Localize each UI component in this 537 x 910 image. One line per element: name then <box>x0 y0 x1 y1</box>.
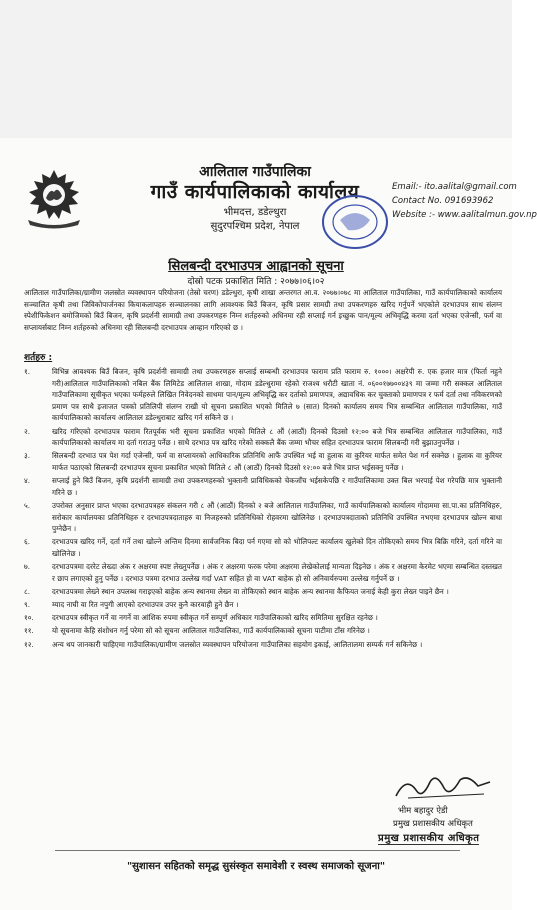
term-number: ७. <box>24 562 31 572</box>
terms-heading: शर्तहरु : <box>24 353 53 363</box>
designation-stamp: प्रमुख प्रशासकीय अधिकृत <box>378 830 479 845</box>
term-text: सिलबन्दी दरभाउ पत्र पेश गर्दा एजेन्सी, फर्म वा सप्लायरको आधिकारिक प्रतिनिधि आफैं उपस्थित भई वा हुलाक वा कुरियर मार्फत समेत पेश गर्न सक्नेछ । हुलाक वा कुरियर मार्फत पठाएको सिलबन्दी दरभाउपत्र सूचना प्रकाशित भएको मितिले ८ औं (आठौं) दिनको दिउसो १२:०० बजे भित्र प्राप्त भईसक्नु पर्नेछ । <box>52 451 502 472</box>
term-text: दरभाउपत्र स्वीकृत गर्ने वा नगर्ने वा आंशिक रुपमा स्वीकृत गर्ने सम्पूर्ण अधिकार गाउँपालिकाको खरिद समितिमा सुरक्षित रहनेछ । <box>52 613 378 623</box>
publish-date: दोस्रो पटक प्रकाशित मिति : २०७७।०६।०२ <box>187 277 325 287</box>
term-text: म्याद नाघी वा रित नपुगी आएको दरभाउपत्र उपर कुनै कारवाही हुने छैन । <box>52 600 239 610</box>
term-text: यो सूचनामा केहि संशोधन गर्नु परेमा सो को सूचना आलिताल गाउँपालिका, गाउँ कार्यपालिकाको सूचना पाटीमा टाँस गरिनेछ । <box>52 626 370 636</box>
office-address: भीमदत्त, डडेल्धुरा <box>223 207 287 218</box>
list-item <box>24 639 502 651</box>
term-number: ८. <box>24 586 31 596</box>
list-item <box>24 561 502 584</box>
term-number: १. <box>24 367 31 376</box>
office-province: सुदुरपश्चिम प्रदेश, नेपाल <box>210 221 300 232</box>
footer-slogan: "सुशासन सहितको समृद्ध सुसंस्कृत समावेशी र स्वस्थ समाजको सूजना" <box>126 861 386 872</box>
list-item <box>24 426 502 449</box>
list-item <box>24 586 502 598</box>
term-number: ५. <box>24 500 31 510</box>
term-number: १०. <box>24 613 34 623</box>
list-item <box>24 500 502 535</box>
term-text: दरभाउपत्रमा लेख्ने स्थान उपलब्ध गराइएको बाहेक अन्य स्थानमा लेख्न वा तोकिएको स्थान बाहेक अन्य स्थानमा कैफियत जनाई केही कुरा लेख्न पाइने छैन । <box>52 586 449 596</box>
contact-website: Website :- www.aalitalmun.gov.np <box>392 210 537 220</box>
signatory-role: प्रमुख प्रशासकीय अधिकृत <box>393 819 473 829</box>
term-number: २. <box>24 426 31 436</box>
list-item <box>24 366 502 424</box>
term-text: दरभाउपत्र खरिद गर्ने, दर्ता गर्ने तथा खोल्ने अन्तिम दिनमा सार्वजनिक बिदा पर्न गएमा सो को भोलिपल्ट कार्यालय खुलेको दिन तोकिएको समय भित्र बिक्रि गरिने, दर्ता गरिने वा खोलिनेछ । <box>52 537 502 558</box>
list-item <box>24 450 502 473</box>
term-number: ६. <box>24 537 31 547</box>
contact-block <box>392 180 537 222</box>
footer-divider <box>55 850 460 851</box>
term-number: ११. <box>24 626 34 636</box>
nepal-emblem-icon <box>22 168 86 230</box>
term-text: दरभाउपत्रमा दररेट लेख्दा अंक र अक्षरमा स्पष्ट लेख्नुपर्नेछ । अंक र अक्षरमा फरक परेमा अक्षरमा लेखेकोलाई मान्यता दिइनेछ । अंक र अक्षरमा केरमेट भएमा सम्बन्धित दस्तखत र छाप लगाएको हुनु पर्नेछ । दरभाउ पत्रमा दरभाउ उल्लेख गर्दा VAT सहित हो वा VAT बाहेक हो सो अनिवार्यरुपमा उल्लेख गर्नुपर्ने छ । <box>52 562 502 583</box>
list-item <box>24 536 502 559</box>
term-number: ३. <box>24 451 31 461</box>
office-stamp-icon <box>318 192 392 254</box>
term-text: सप्लाई हुने बिउँ बिजन, कृषि प्रदर्शनी सामाग्री तथा उपकरणहरुको भुक्तानी प्राविधिकको चेकजाँच भईसकेपछि र गाउँपालिकामा उक्त बिल भरपाई पेश गरेपछि मात्र भुक्तानी गरिने छ । <box>52 476 502 497</box>
term-text: उपरोक्त अनुसार प्राप्त भएका दरभाउपत्रहरु संकलन गरी ८ औं (आठौं) दिनको २ बजे आलिताल गाउँपालिका, गाउँ कार्यपालिकाको कार्यालय गोदाममा सा.पा.का प्रतिनिधिहरु, सरोकार कार्यालयका प्रतिनिधिहरु र दरभाउपत्रदाताहरु वा निजहरुको प्रतिनिधिको रोहवरमा खोलिनेछ । दरभाउपत्रदाताको प्रतिनिधि उपस्थित नभएमा दरभाउपत्र खोल्न बाधा पुग्नेछैन । <box>52 500 502 534</box>
contact-email: Email:- ito.aalital@gmail.com <box>392 182 517 192</box>
notice-title: सिलबन्दी दरभाउपत्र आह्वानको सूचना <box>168 259 344 274</box>
municipality-name: आलिताल गाउँपालिका <box>199 164 311 180</box>
term-text: खरिद गरिएको दरभाउपत्र फाराम रितपूर्वक भरी सूचना प्रकाशित भएको मितिले ८ औं (आठौं) दिनको दिउसो १२:०० बजे भित्र सम्बन्धित आलिताल गाउँपालिका, गाउँ कार्यपालिकाको कार्यालय मा दर्ता गराउनु पर्नेछ । साथै दरभाउ पत्र खरिद गरेको सक्कलै बैंक जम्मा भौचर सहित दरभाउपत्र फाराम सिलबन्दी गरी बुझाउनुपर्नेछ । <box>52 426 502 448</box>
list-item <box>24 612 502 624</box>
term-text: अन्य थप जानकारी चाहिएमा गाउँपालिका/ग्रामीण जलस्रोत व्यवस्थापन परियोजना गाउँपालिका सहयोग इकाई, आलितालमा सम्पर्क गर्न सकिनेछ । <box>52 639 423 649</box>
term-number: १२. <box>24 639 34 649</box>
term-number: ९. <box>24 600 31 610</box>
signature-icon <box>388 770 498 804</box>
term-number: ४. <box>24 476 31 486</box>
contact-phone: Contact No. 091693962 <box>392 196 494 206</box>
list-item <box>24 625 502 637</box>
notice-intro: आलिताल गाउँपालिका/ग्रामीण जलस्रोत व्यवस्थापन परियोजना (तेस्रो चरण) डडेल्धुरा, कृषी शाखा अन्तरगत आ.व. २०७७।०७८ मा आलिताल गाउँपालिका, गाउँ कार्यपालिकाको कार्यालय सञ्चालित कृषी तथा जिविकोपार्जनका कियाकलापहरु सञ्चालनका लागि आवश्यक बिउँ बिजन, कृषि प्रसार सामग्री तथा उपकरणहरु खरिद गर्नुपर्ने भएकोले दरभाउपत्र साथ संलग्न स्पेशीफिकेशन बमोजिमको बिउँ बिजन, कृषि प्रदर्शनी सामाग्री तथा उपकरणहरु निम्न शर्तहरुको अधिनमा रही सप्लाई गर्न इच्छुक पान/मूल्य अभिवृद्धि करमा दर्ता भएका एजेन्सी, फर्म वा सप्लायर्सबाट निम्न शर्तहरुको अधिनमा रही सिलबन्दी दरभाउपत्र आव्हान गरिएको छ । <box>24 288 502 332</box>
list-item <box>24 599 502 611</box>
signatory-name: भीम बहादुर ऐडी <box>398 806 448 816</box>
top-background <box>0 0 512 138</box>
office-name: गाउँ कार्यपालिकाको कार्यालय <box>150 181 360 203</box>
terms-list <box>24 366 502 652</box>
list-item <box>24 475 502 498</box>
term-text: विभिन्न आवश्यक बिउँ बिजन, कृषि प्रदर्शनी सामाग्री तथा उपकरणहरु सप्लाई सम्बन्धी दरभाउपत्र फाराम प्रति फाराम रु. १०००। अक्षरेपी रु. एक हजार मात्र (फिर्ता नहुने गरी)आलिताल गाउँपालिकाको नबिल बैंक लिमिटेड आलिताल शाखा, गोदाम डडेल्धुरामा रहेको राजश्व धरौटी खाता नं. ०६००१७७००४३९ मा जम्मा गरी सक्कल आलिताल गाउँपालिकामा सूचीकृत भएका फर्महरुले लिखित निवेदनको साथमा पान/मूल्य अभिवृद्धि कर दर्ताको प्रमाणपत्र, अद्यावधिक कर चुक्ताको प्रमाणपत्र र फर्म दर्ता तथा नविकरणको प्रमाण पत्र साथै इजाजत पत्रको प्रतिलिपी संलग्न राखी यो सूचना प्रकाशित भएको मितिले ७ (सात) दिनको कार्यालय समय भित्र सम्बन्धित आलिताल गाउँपालिका, गाउँ कार्यपालिकाको कार्यालय आलिताल डडेल्धुराबाट खरिद गर्न सकिने छ । <box>52 367 502 423</box>
